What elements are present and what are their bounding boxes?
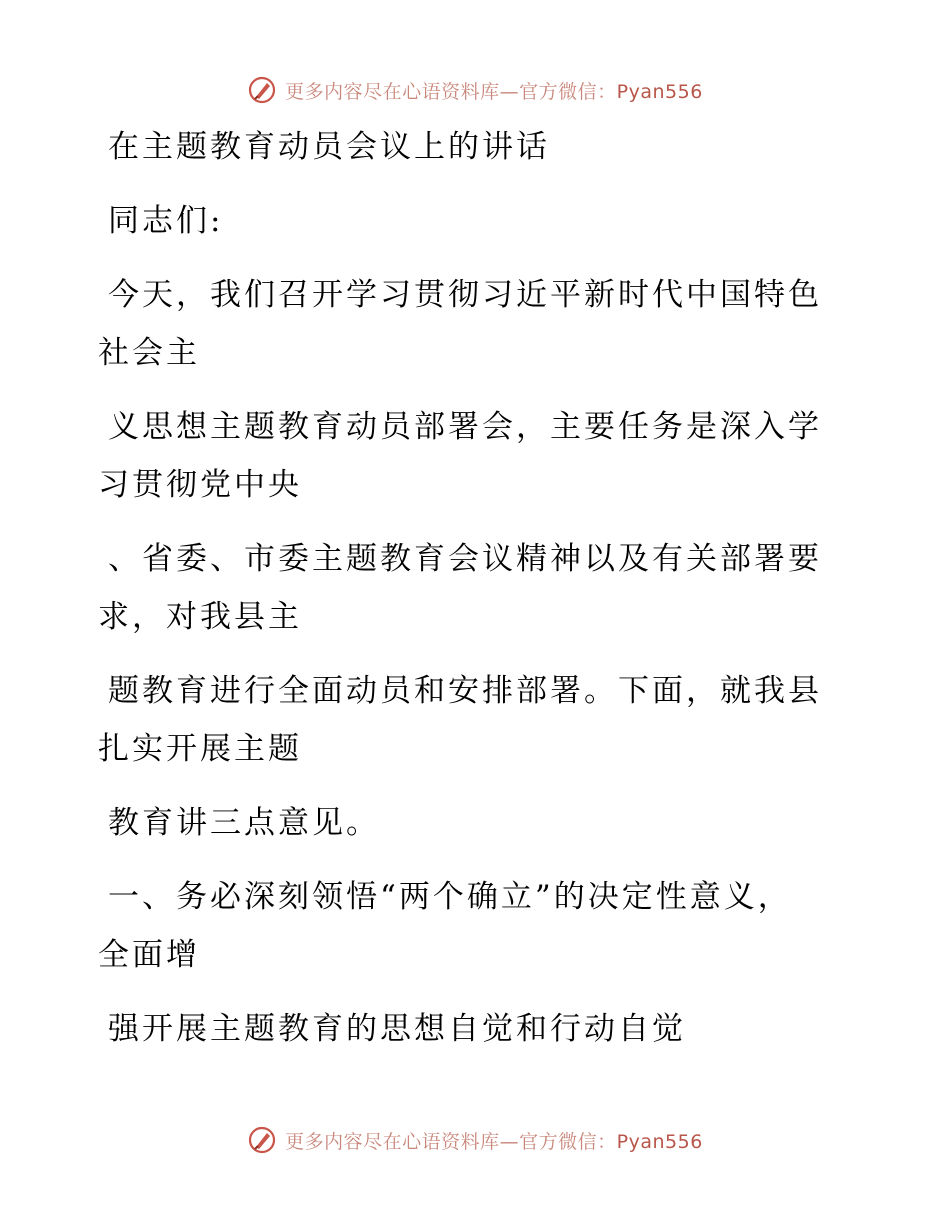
document-body xyxy=(98,118,838,1058)
quill-pen-logo-icon xyxy=(247,1125,277,1155)
watermark-wechat-id: Pyan556 xyxy=(616,80,703,103)
greeting: 同志们: xyxy=(108,203,224,239)
footer-watermark xyxy=(0,1118,950,1162)
paragraph-line: 扎实开展主题 xyxy=(98,731,302,767)
paragraph-line: 社会主 xyxy=(98,335,200,371)
paragraph-line: 教育讲三点意见。 xyxy=(108,805,380,841)
quill-pen-logo-icon xyxy=(247,75,277,105)
section-heading-line: 一、务必深刻领悟“两个确立”的决定性意义， xyxy=(108,879,792,915)
section-heading-line: 全面增 xyxy=(98,937,200,973)
watermark-wechat-id: Pyan556 xyxy=(616,1130,703,1153)
paragraph-line: 、省委、市委主题教育会议精神以及有关部署要 xyxy=(108,541,822,577)
paragraph-line: 今天，我们召开学习贯彻习近平新时代中国特色 xyxy=(108,277,822,313)
paragraph-line: 题教育进行全面动员和安排部署。下面，就我县 xyxy=(108,673,822,709)
paragraph-line: 习贯彻党中央 xyxy=(98,467,302,503)
paragraph-line: 求，对我县主 xyxy=(98,599,302,635)
document-title: 在主题教育动员会议上的讲话 xyxy=(108,129,550,165)
header-watermark xyxy=(0,68,950,112)
watermark-text: 更多内容尽在心语资料库—官方微信：Pyan556 xyxy=(285,80,703,103)
watermark-text: 更多内容尽在心语资料库—官方微信：Pyan556 xyxy=(285,1130,703,1153)
section-heading-line: 强开展主题教育的思想自觉和行动自觉 xyxy=(108,1011,686,1047)
paragraph-line: 义思想主题教育动员部署会，主要任务是深入学 xyxy=(108,409,822,445)
